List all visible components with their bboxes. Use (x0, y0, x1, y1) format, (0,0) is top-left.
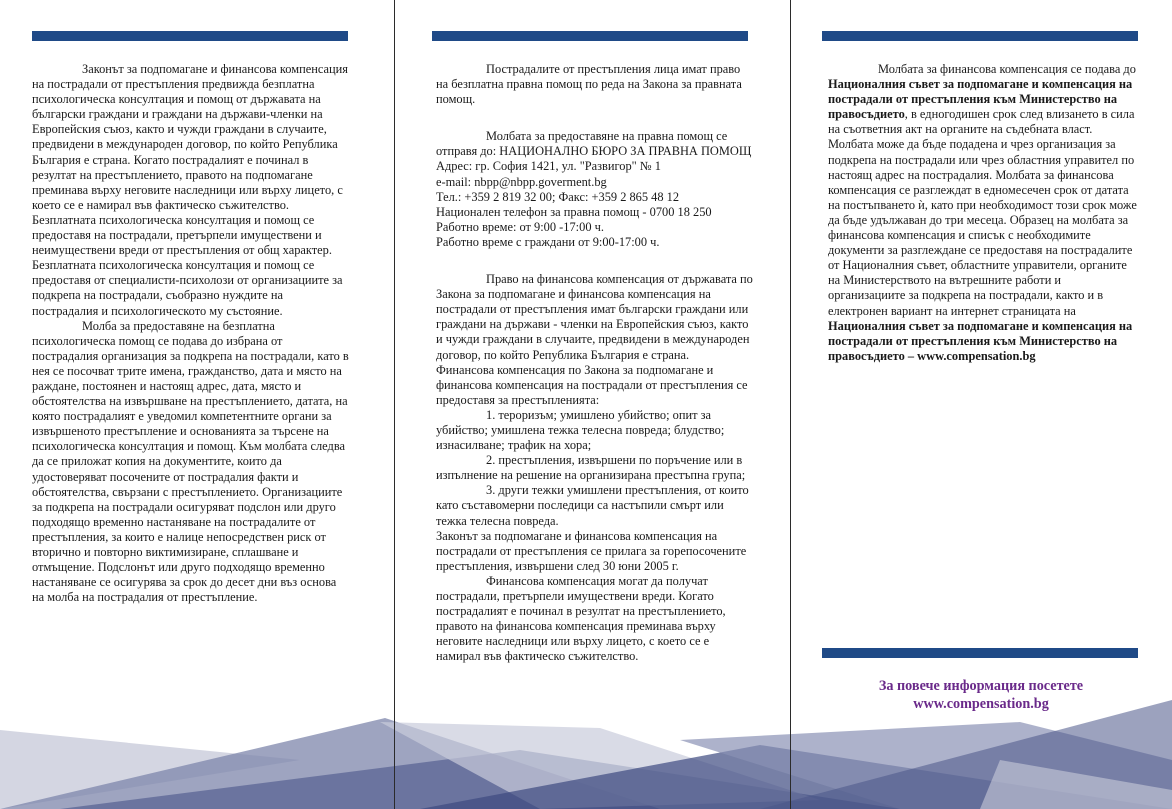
footer-bar-right (822, 648, 1138, 658)
crime-list-item: 2. престъпления, извършени по поръчение или в изпълнение на решение на организирана престъпна група; (436, 453, 746, 483)
council-name: Националния съвет за подпомагане и компенсация на пострадали от престъпления към Министерство на правосъдието (828, 77, 1133, 122)
header-bar-left (32, 31, 348, 41)
more-info-callout (822, 677, 1140, 713)
council-website: Националния съвет за подпомагане и компенсация на пострадали от престъпления към Министерство на правосъдието – www.compensation.bg (828, 318, 1133, 363)
request-body-text: , в едногодишен срок след влизането в сила на съответния акт на органите на съдебната власт. Молбата може да бъде подадена и чрез организация за подкрепа на пострадали или чрез областния управител по настоящ адрес на пострадалия. Молбата за финансова компенсация се разглеждат в едномесечен срок от датата на постъпването ѝ, като при необходимост този срок може да бъде удължаван до три месеца. Образец на молбата за финансова компенсация и списък с необходимите документи за разглеждане се предоставя на пострадалите от Националния съвет, областните управители, органите на Министерството на вътрешните работи и организациите за подкрепа на пострадали, както и в електронен вариант на интернет страницата на (828, 107, 1137, 318)
website-link[interactable]: www.compensation.bg (913, 696, 1049, 712)
working-hours: Работно време: от 9:00 -17:00 ч. (436, 219, 604, 234)
panel-left (32, 62, 350, 605)
paragraph-legal-aid-request: Молбата за предоставяне на правна помощ се отправя до: НАЦИОНАЛНО БЮРО ЗА ПРАВНА ПОМОЩ Адрес: гр. София 1421, ул. "Развигор" № 1 (436, 129, 752, 174)
crime-list-item: 3. други тежки умишлени престъпления, от които като съставомерни последици са настъпили смърт или тежка телесна повреда. (436, 483, 749, 528)
working-hours-citizens: Работно време с граждани от 9:00-17:00 ч. (436, 234, 660, 249)
more-info-text: За повече информация посетете (878, 678, 1084, 694)
paragraph-compensation-scope: Финансова компенсация по Закона за подпомагане и финансова компенсация на пострадали от престъпления се предоставя за престъпленията: (436, 362, 748, 407)
crime-list-item: 1. тероризъм; умишлено убийство; опит за убийство; умишлена тежка телесна повреда; блудство; изнасилване; трафик на хора; (436, 407, 725, 453)
paragraph-legal-aid-intro: Пострадалите от престъпления лица имат право на безплатна правна помощ по реда на Закона за правната помощ. (436, 62, 742, 107)
paragraph-compensation-request (828, 62, 1140, 364)
fold-line-left (394, 0, 395, 809)
panel-middle (436, 62, 754, 664)
header-bar-middle (432, 31, 748, 41)
paragraph-compensation-right: Право на финансова компенсация от държавата по Закона за подпомагане и финансова компенсация на пострадали от престъпления имат български граждани или граждани на държави - членки на Европейския съюз, както и чужди граждани в случаите, предвидени в международен договор, по който Република България е страна. (436, 272, 753, 362)
request-lead-text: Молбата за финансова компенсация се подава до (878, 62, 1136, 76)
contact-email: e-mail: nbpp@nbpp.goverment.bg (436, 174, 607, 189)
fold-line-right (790, 0, 791, 809)
contact-hotline: Национален телефон за правна помощ - 0700 18 250 (436, 204, 712, 219)
paragraph-psychological-help: Законът за подпомагане и финансова компенсация на пострадали от престъпления предвижда безплатна психологическа консултация и помощ от държавата на български граждани и граждани на държави-членки на Европейския съюз, както и чужди граждани в случаите, предвидени в международен договор, по който Република България е страна. Когато пострадалият е починал в резултат на престъплението, правото на подпомагане преминава върху неговите наследници или върху лицето, с което се е намирал във фактическо съжителство. Безплатната психологическа консултация и помощ се предоставя на пострадали, претърпели имуществени и неимуществени вреди от престъпления от общ характер. Безплатната психологическа консултация и помощ се предоставя от специалисти-психолози от организациите за подкрепа на пострадали, съобразно нуждите на пострадалия и психологическото му състояние. (32, 62, 348, 318)
paragraph-law-applies: Законът за подпомагане и финансова компенсация на пострадали от престъпления се прилага за горепосочените престъпления, извършени след 30 юни 2005 г. (436, 528, 747, 573)
paragraph-request-procedure: Молба за предоставяне на безплатна психологическа помощ се подава до избрана от пострадалия организация за подкрепа на пострадали, като в нея се посочват трите имена, гражданство, дата и място на раждане, постоянен и настоящ адрес, дата, място и обстоятелства на извършване на престъплението, датата, на която пострадалият е уведомил компетентните органи за извършеното престъпление и основанията за търсене на психологическа консултация и помощ. Към молбата следва да се приложат копия на документите, които да удостоверяват посочените от пострадалия факти и обстоятелства, свързани с престъплението. Организациите за подкрепа на пострадали осигуряват подслон или друго подходящо временно настаняване на пострадалите от престъпления, за които е налице непосредствен риск от вторично и повторно виктимизиране, сплашване и отмъщение. Подслонът или друго подходящо временно настаняване се осигурява за срок до десет дни въз основа на молба на пострадалия от престъпление. (32, 318, 349, 605)
contact-phone: Тел.: +359 2 819 32 00; Факс: +359 2 865 48 12 (436, 189, 680, 204)
paragraph-damages: Финансова компенсация могат да получат пострадали, претърпели имуществени вреди. Когато пострадалият е починал в резултат на престъплението, правото на финансова компенсация преминава върху неговите наследници или върху лицето, с което се е намирал във фактическо съжителство. (436, 573, 726, 664)
header-bar-right (822, 31, 1138, 41)
panel-right (828, 62, 1140, 364)
